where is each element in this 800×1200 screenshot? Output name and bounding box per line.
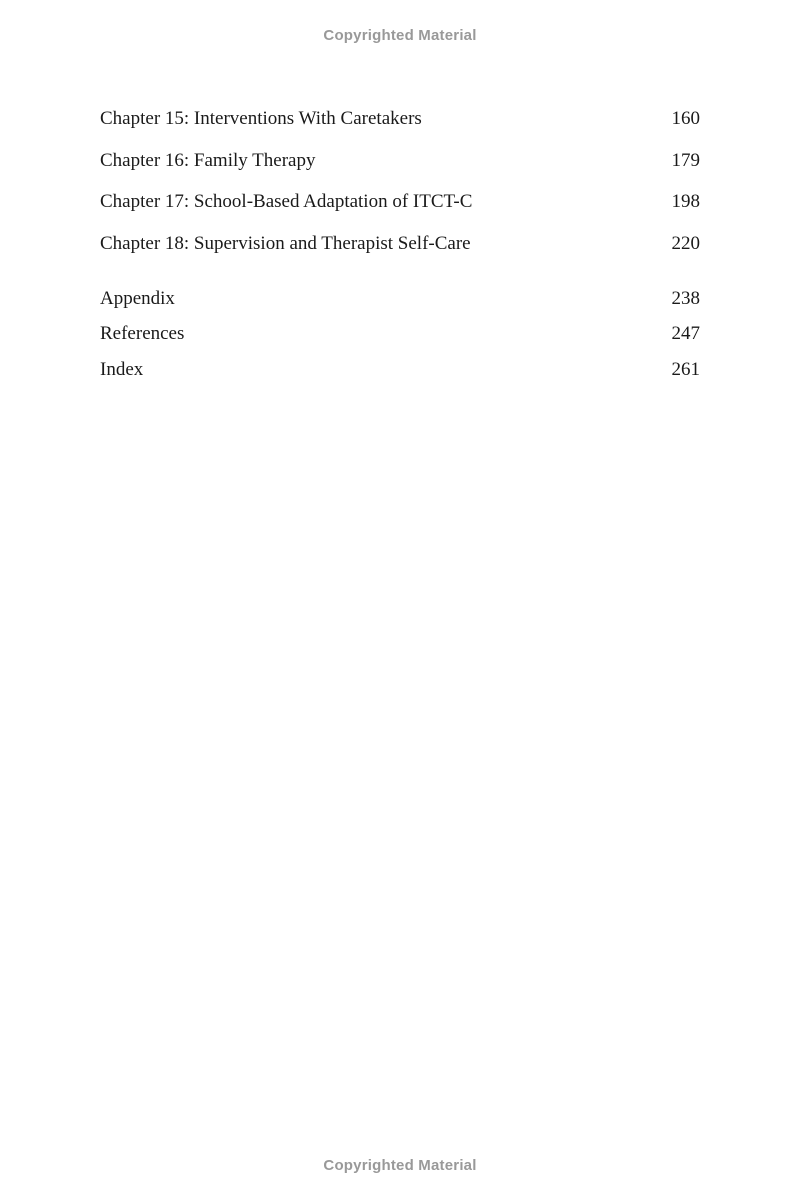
toc-entry-page: 160 — [671, 108, 700, 129]
toc-entry-appendix — [100, 286, 700, 322]
toc-entry-title: References — [100, 323, 185, 345]
toc-entry-page: 179 — [671, 149, 700, 171]
toc-entry-title: Chapter 15: Interventions With Caretakers — [100, 108, 422, 129]
copyright-watermark-top: Copyrighted Material — [323, 27, 477, 44]
toc-entry-title: Appendix — [100, 287, 175, 309]
toc-entry-index — [100, 357, 700, 393]
toc-entry-title: Chapter 17: School-Based Adaptation of ITCT-C — [100, 191, 473, 213]
toc-entry-page: 247 — [671, 323, 700, 345]
table-of-contents — [100, 106, 700, 392]
toc-entry-page: 198 — [671, 191, 700, 213]
toc-entry-chapter-18 — [100, 231, 700, 273]
toc-entry-chapter-15 — [100, 106, 700, 148]
toc-entry-title: Index — [100, 358, 144, 380]
toc-entry-title: Chapter 18: Supervision and Therapist Self-Care — [100, 233, 471, 255]
toc-entry-references — [100, 321, 700, 357]
toc-entry-page: 220 — [671, 233, 700, 255]
toc-entry-title: Chapter 16: Family Therapy — [100, 149, 316, 171]
toc-back-matter — [100, 286, 700, 393]
toc-entry-chapter-17 — [100, 189, 700, 231]
toc-chapters — [100, 106, 700, 273]
copyright-watermark-bottom: Copyrighted Material — [323, 1157, 477, 1174]
toc-entry-chapter-16 — [100, 148, 700, 190]
toc-entry-page: 261 — [671, 358, 700, 380]
toc-entry-page: 238 — [671, 287, 700, 309]
